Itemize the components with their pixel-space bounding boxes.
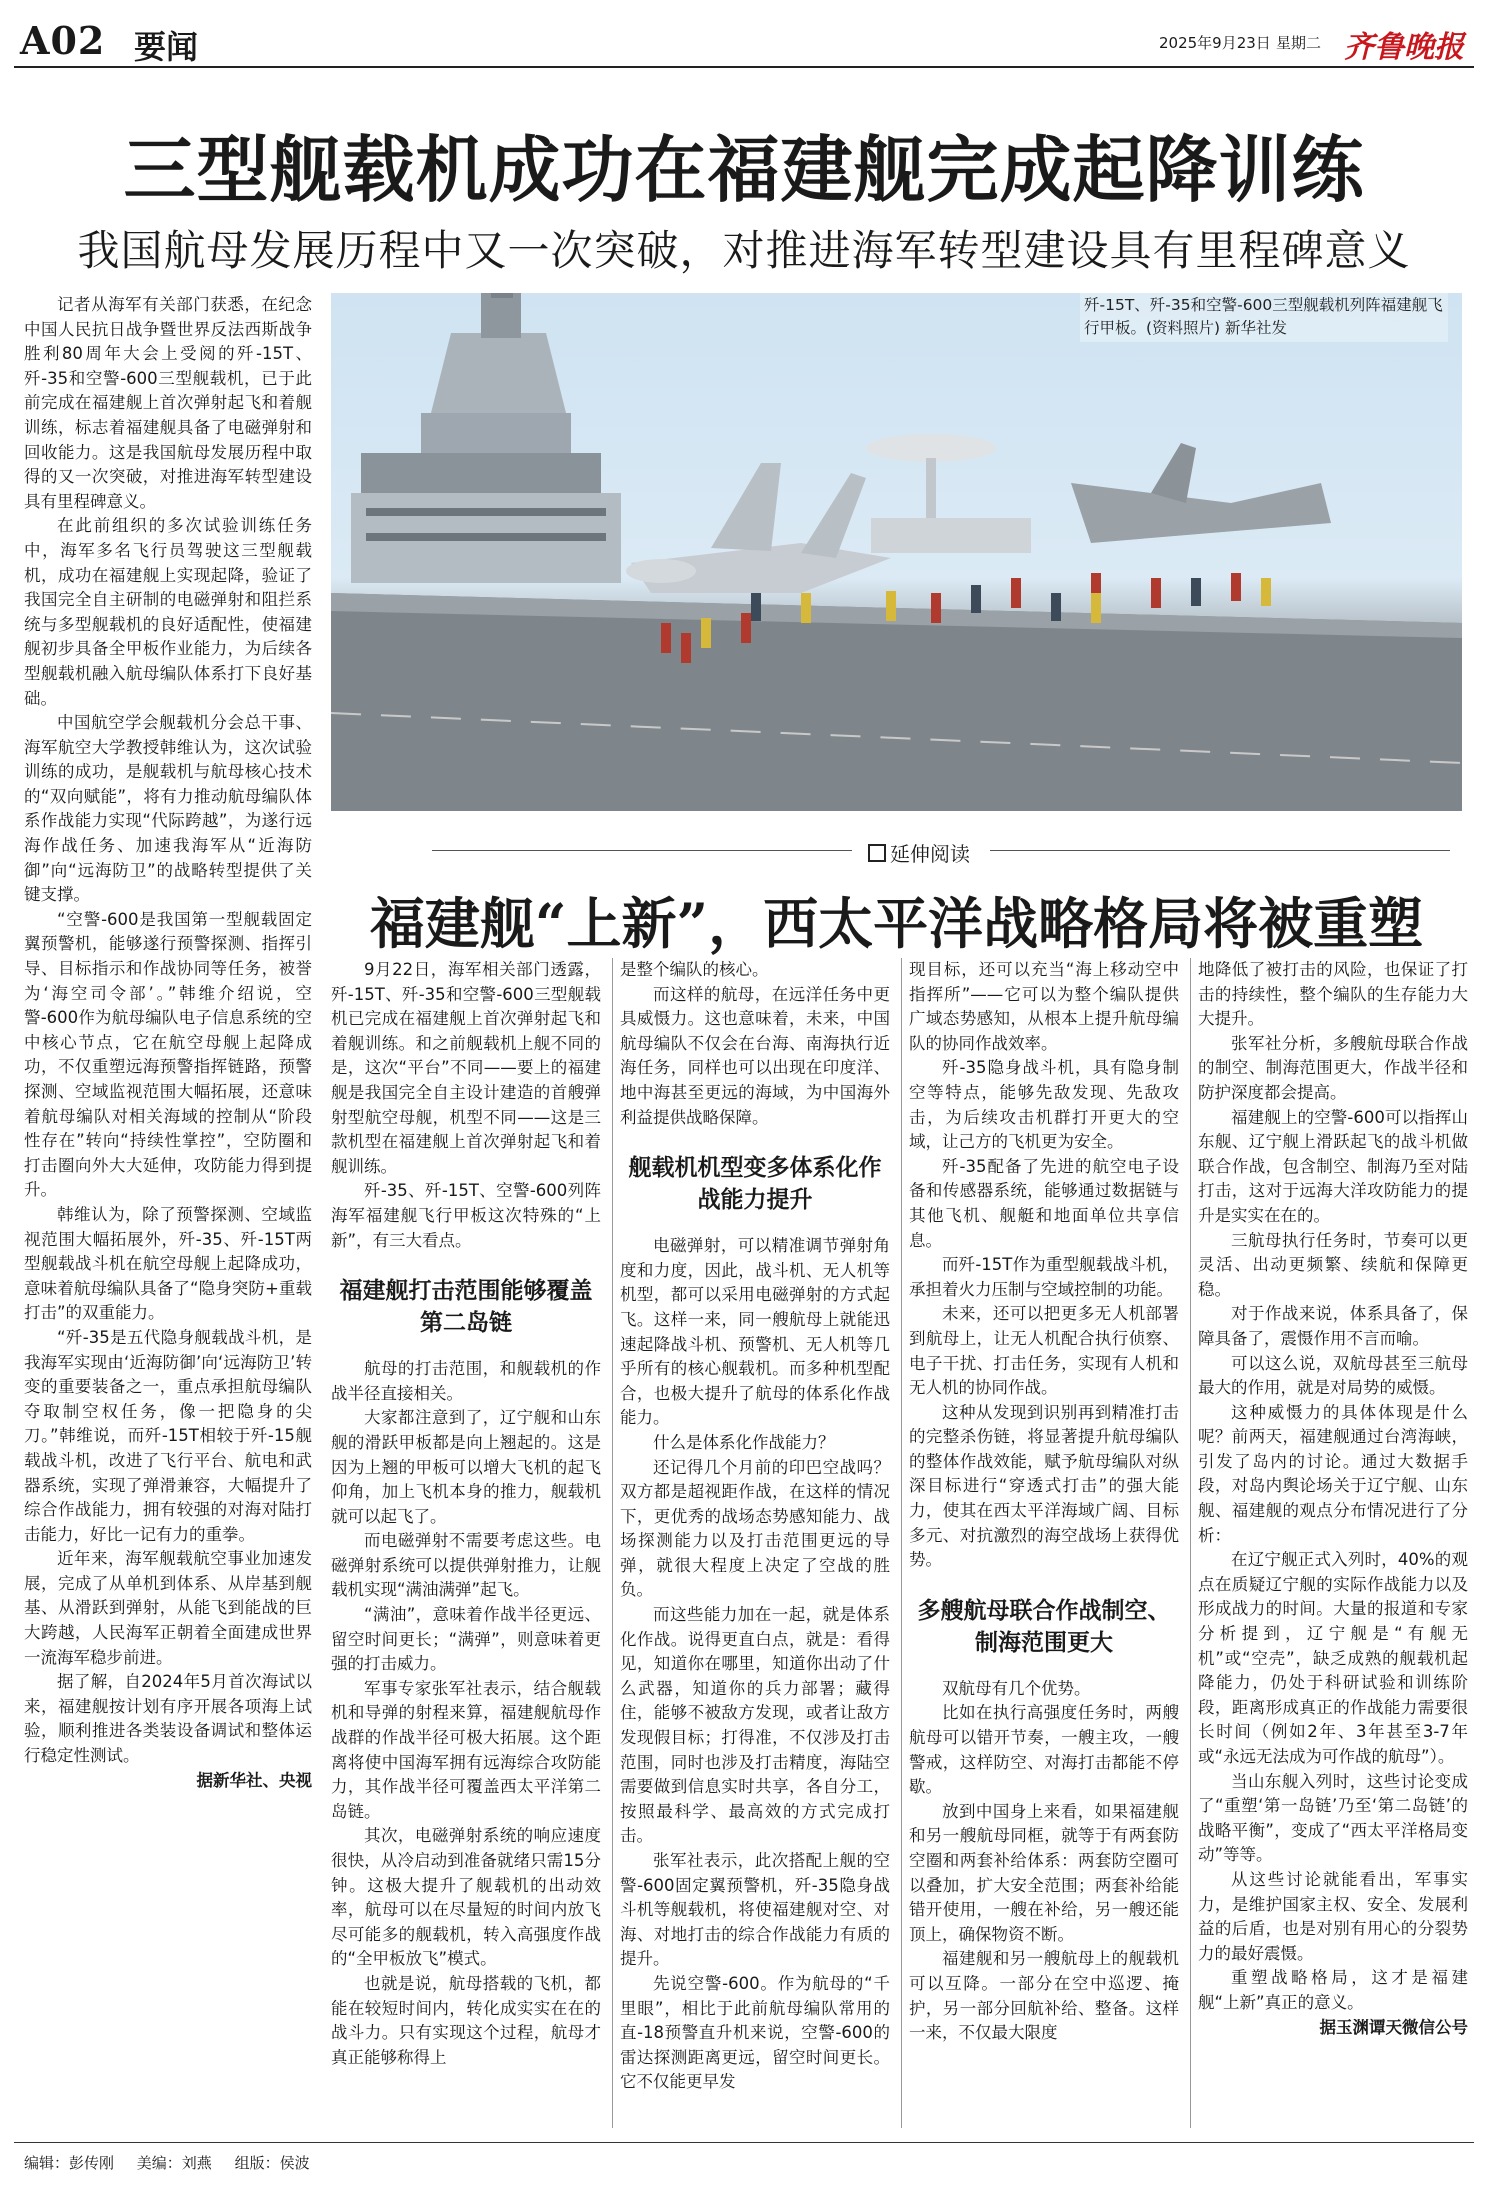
extended-reading-label (862, 838, 976, 867)
paragraph: 从这些讨论就能看出，军事实力，是维护国家主权、安全、发展利益的后盾，也是对别有用心的分裂势力的最好震慑。 (1198, 1869, 1468, 1963)
paragraph: 记者从海军有关部门获悉，在纪念中国人民抗日战争暨世界反法西斯战争胜利80周年大会上受阅的歼-15T、歼-35和空警-600三型舰载机，已于此前完成在福建舰上首次弹射起飞和着舰训练，标志着福建舰具备了电磁弹射和回收能力。这是我国航母发展历程中取得的又一次突破，对推进海军转型建设具有里程碑意义。 (24, 295, 312, 511)
paragraph: 当山东舰入列时，这些讨论变成了“重塑‘第一岛链’乃至‘第二岛链’的战略平衡”，变成了“西太平洋格局变动”等等。 (1198, 1771, 1468, 1865)
paragraph: 而歼-15T作为重型舰载战斗机，承担着火力压制与空域控制的功能。 (909, 1255, 1179, 1299)
ext-rule-left (432, 850, 852, 851)
paragraph: 先说空警-600。作为航母的“千里眼”，相比于此前航母编队常用的直-18预警直升机来说，空警-600的雷达探测距离更远，留空时间更长。它不仅能更早发 (620, 1973, 890, 2092)
sub-headline: 我国航母发展历程中又一次突破，对推进海军转型建设具有里程碑意义 (77, 226, 1411, 275)
paragraph: 而这样的航母，在远洋任务中更具威慑力。这也意味着，未来，中国航母编队不仅会在台海、南海执行近海任务，同样也可以出现在印度洋、地中海甚至更远的海域，为中国海外利益提供战略保障。 (620, 984, 890, 1127)
photo-caption: 歼-15T、歼-35和空警-600三型舰载机列阵福建舰飞行甲板。(资料照片) 新华社发 (1080, 293, 1448, 342)
ext-rule-right (990, 850, 1450, 851)
extended-headline: 福建舰“上新”，西太平洋战略格局将被重塑 (369, 891, 1424, 956)
paragraph: 地降低了被打击的风险，也保证了打击的持续性，整个编队的生存能力大大提升。 (1198, 960, 1468, 1029)
masthead-rule (14, 66, 1474, 68)
carrier-deck-photo (331, 293, 1462, 811)
paragraph: 其次，电磁弹射系统的响应速度很快，从冷启动到准备就绪只需15分钟。这极大提升了舰载机的出动效率，航母可以在尽量短的时间内放飞尽可能多的舰载机，转入高强度作战的“全甲板放飞”模式。 (331, 1826, 601, 1969)
article-signature: 据新华社、央视 (196, 1770, 312, 1790)
paragraph: 张军社分析，多艘航母联合作战的制空、制海范围更大，作战半径和防护深度都会提高。 (1198, 1033, 1468, 1102)
layout-credit: 组版：侯波 (234, 2154, 310, 2172)
paragraph: 重塑战略格局，这才是福建舰“上新”真正的意义。 (1198, 1968, 1468, 2012)
paragraph: 现目标，还可以充当“海上移动空中指挥所”——它可以为整个编队提供广域态势感知，从根本上提升航母编队的协同作战效率。 (909, 960, 1179, 1053)
page-number: A02 (20, 18, 106, 63)
ext-column-2 (620, 958, 890, 2095)
article-signature: 据玉渊谭天微信公号 (1319, 2017, 1468, 2037)
paragraph: 在辽宁舰正式入列时，40%的观点在质疑辽宁舰的实际作战能力以及形成战力的时间。大量的报道和专家分析提到，辽宁舰是“有舰无机”或“空壳”，缺乏成熟的舰载机起降能力，仍处于科研试验和训练阶段，距离形成真正的作战能力需要很长时间（例如2年、3年甚至3-7年或“永远无法成为可作战的航母”）。 (1198, 1550, 1468, 1766)
section-subhead: 多艘航母联合作战制空、制海范围更大 (917, 1597, 1171, 1656)
paragraph: 歼-35配备了先进的航空电子设备和传感器系统，能够通过数据链与其他飞机、舰艇和地面单位共享信息。 (909, 1156, 1179, 1250)
paragraph: 而这些能力加在一起，就是体系化作战。说得更直白点，就是：看得见，知道你在哪里，知道你出动了什么武器，知道你的兵力部署；藏得住，能够不被敌方发现，或者让敌方发现假目标；打得准，不仅涉及打击范围，同时也涉及打击精度，海陆空需要做到信息实时共享，各自分工，按照最科学、最高效的方式完成打击。 (620, 1605, 890, 1846)
paragraph: 双航母有几个优势。 (942, 1678, 1091, 1698)
paragraph: 歼-35隐身战斗机，具有隐身制空等特点，能够先敌发现、先敌攻击，为后续攻击机群打开更大的空域，让己方的飞机更为安全。 (909, 1058, 1179, 1152)
paragraph: 在此前组织的多次试验训练任务中，海军多名飞行员驾驶这三型舰载机，成功在福建舰上实现起降，验证了我国完全自主研制的电磁弹射和阻拦系统与多型舰载机的良好适配性，使福建舰初步具备全甲板作业能力，为后续各型舰载机融入航母编队体系打下良好基础。 (24, 516, 312, 708)
editor-credit: 编辑：彭传刚 (24, 2154, 115, 2172)
section-subhead: 福建舰打击范围能够覆盖第二岛链 (339, 1278, 593, 1337)
paragraph: 这种威慑力的具体体现是什么呢？前两天，福建舰通过台湾海峡，引发了岛内的讨论。通过大数据手段，对岛内舆论场关于辽宁舰、山东舰、福建舰的观点分布情况进行了分析： (1198, 1402, 1468, 1545)
masthead (14, 12, 1474, 68)
paragraph: 福建舰和另一艘航母上的舰载机可以互降。一部分在空中巡逻、掩护，另一部分回航补给、整备。这样一来，不仅最大限度 (909, 1949, 1179, 2043)
paragraph: 可以这么说，双航母甚至三航母最大的作用，就是对局势的威慑。 (1198, 1353, 1468, 1398)
paragraph: “歼-35是五代隐身舰载战斗机，是我海军实现由‘近海防御’向‘远海防卫’转变的重要装备之一，重点承担航母编队夺取制空权任务，像一把隐身的尖刀。”韩维说，而歼-15T相较于歼-15舰载战斗机，改进了飞行平台、航电和武器系统，实现了弹滑兼容，大幅提升了综合作战能力，拥有较强的对海对陆打击能力，好比一记有力的重拳。 (24, 1327, 312, 1544)
column-divider (612, 958, 613, 2128)
art-credit: 美编：刘燕 (136, 2154, 212, 2172)
issue-date: 2025年9月23日 (1159, 34, 1271, 52)
issue-weekday: 星期二 (1276, 34, 1322, 52)
paragraph: 比如在执行高强度任务时，两艘航母可以错开节奏，一艘主攻，一艘警戒，这样防空、对海打击都能不停歇。 (909, 1703, 1179, 1797)
section-name: 要闻 (134, 28, 199, 66)
paragraph: 而电磁弹射不需要考虑这些。电磁弹射系统可以提供弹射推力，让舰载机实现“满油满弹”起飞。 (331, 1531, 601, 1600)
paragraph: 这种从发现到识别再到精准打击的完整杀伤链，将显著提升航母编队的整体作战效能，赋予航母编队对纵深目标进行“穿透式打击”的强大能力，使其在西太平洋海域广阔、目标多元、对抗激烈的海空战场上获得优势。 (909, 1402, 1179, 1570)
paragraph: 据了解，自2024年5月首次海试以来，福建舰按计划有序开展各项海上试验，顺利推进各类装设备调试和整体运行稳定性测试。 (24, 1672, 312, 1766)
paragraph: 也就是说，航母搭载的飞机，都能在较短时间内，转化成实实在在的战斗力。只有实现这个过程，航母才真正能够称得上 (331, 1973, 601, 2067)
extended-reading-text: 延伸阅读 (890, 842, 970, 866)
book-icon (868, 844, 886, 862)
ext-column-3 (909, 958, 1179, 2046)
paragraph: 什么是体系化作战能力？ (653, 1432, 835, 1452)
paragraph: 航母的打击范围，和舰载机的作战半径直接相关。 (331, 1359, 601, 1403)
paragraph: 三航母执行任务时，节奏可以更灵活、出动更频繁、续航和保障更稳。 (1198, 1230, 1468, 1299)
left-article (24, 293, 312, 1793)
footer-credits (24, 2152, 328, 2173)
column-divider (1190, 958, 1191, 2128)
paragraph: “空警-600是我国第一型舰载固定翼预警机，能够遂行预警探测、指挥引导、目标指示和作战协同等任务，被誉为‘海空司令部’。”韩维介绍说，空警-600作为航母编队电子信息系统的空中核心节点，它在航空母舰上起降成功，不仅重塑远海预警指挥链路，预警探测、空域监视范围大幅拓展，还意味着航母编队对相关海域的控制从“阶段性存在”转向“持续性掌控”，空防圈和打击圈向外大大延伸，攻防能力得到提升。 (24, 909, 312, 1200)
paragraph: 未来，还可以把更多无人机部署到航母上，让无人机配合执行侦察、电子干扰、打击任务，实现有人机和无人机的协同作战。 (909, 1304, 1179, 1398)
paragraph: 还记得几个月前的印巴空战吗？双方都是超视距作战，在这样的情况下，更优秀的战场态势感知能力、战场探测能力以及打击范围更远的导弹，就很大程度上决定了空战的胜负。 (620, 1457, 890, 1600)
paragraph: 电磁弹射，可以精准调节弹射角度和力度，因此，战斗机、无人机等机型，都可以采用电磁弹射的方式起飞。这样一来，同一艘航母上就能迅速起降战斗机、预警机、无人机等几乎所有的核心舰载机。而多种机型配合，也极大提升了航母的体系化作战能力。 (620, 1236, 890, 1428)
paragraph: 是整个编队的核心。 (620, 960, 769, 979)
photo-illustration (331, 293, 1462, 811)
paragraph: 福建舰上的空警-600可以指挥山东舰、辽宁舰上滑跃起飞的战斗机做联合作战，包含制空、制海乃至对陆打击，这对于远海大洋攻防能力的提升是实实在在的。 (1198, 1107, 1468, 1225)
ext-column-4 (1198, 958, 1468, 2040)
section-subhead: 舰载机机型变多体系化作战能力提升 (628, 1155, 882, 1214)
newspaper-logo: 齐鲁晚报 (1344, 30, 1464, 65)
paragraph: “满油”，意味着作战半径更远、留空时间更长；“满弹”，则意味着更强的打击威力。 (331, 1605, 601, 1674)
paragraph: 中国航空学会舰载机分会总干事、海军航空大学教授韩维认为，这次试验训练的成功，是舰载机与航母核心技术的“双向赋能”，将有力推动航母编队体系作战能力实现“代际跨越”，为遂行远海作战任务、加速我海军从“近海防御”向“远海防卫”的战略转型提供了关键支撑。 (24, 713, 312, 905)
column-divider (901, 958, 902, 2128)
paragraph: 歼-35、歼-15T、空警-600列阵海军福建舰飞行甲板这次特殊的“上新”，有三大看点。 (331, 1181, 601, 1250)
paragraph: 张军社表示，此次搭配上舰的空警-600固定翼预警机，歼-35隐身战斗机等舰载机，将使福建舰对空、对海、对地打击的综合作战能力有质的提升。 (620, 1851, 890, 1969)
paragraph: 韩维认为，除了预警探测、空域监视范围大幅拓展外，歼-35、歼-15T两型舰载战斗机在航空母舰上起降成功，意味着航母编队具备了“隐身突防+重载打击”的双重能力。 (24, 1204, 312, 1323)
paragraph: 放到中国身上来看，如果福建舰和另一艘航母同框，就等于有两套防空圈和两套补给体系：两套防空圈可以叠加，扩大安全范围；两套补给能错开使用，一艘在补给，另一艘还能顶上，确保物资不断。 (909, 1801, 1179, 1944)
paragraph: 对于作战来说，体系具备了，保障具备了，震慑作用不言而喻。 (1198, 1304, 1468, 1348)
paragraph: 9月22日，海军相关部门透露，歼-15T、歼-35和空警-600三型舰载机已完成在福建舰上首次弹射起飞和着舰训练。和之前舰载机上舰不同的是，这次“平台”不同——要上的福建舰是我国完全自主设计建造的首艘弹射型航空母舰，机型不同——这是三款机型在福建舰上首次弹射起飞和着舰训练。 (331, 960, 601, 1176)
paragraph: 近年来，海军舰载航空事业加速发展，完成了从单机到体系、从岸基到舰基、从滑跃到弹射，从能飞到能战的巨大跨越，人民海军正朝着全面建成世界一流海军稳步前进。 (24, 1549, 312, 1667)
paragraph: 军事专家张军社表示，结合舰载机和导弹的射程来算，福建舰航母作战群的作战半径可极大拓展。这个距离将使中国海军拥有远海综合攻防能力，其作战半径可覆盖西太平洋第二岛链。 (331, 1678, 601, 1821)
ext-column-1 (331, 958, 601, 2070)
main-headline: 三型舰载机成功在福建舰完成起降训练 (123, 127, 1365, 212)
footer-rule (14, 2142, 1474, 2143)
paragraph: 大家都注意到了，辽宁舰和山东舰的滑跃甲板都是向上翘起的。这是因为上翘的甲板可以增大飞机的起飞仰角，加上飞机本身的推力，舰载机就可以起飞了。 (331, 1408, 601, 1526)
